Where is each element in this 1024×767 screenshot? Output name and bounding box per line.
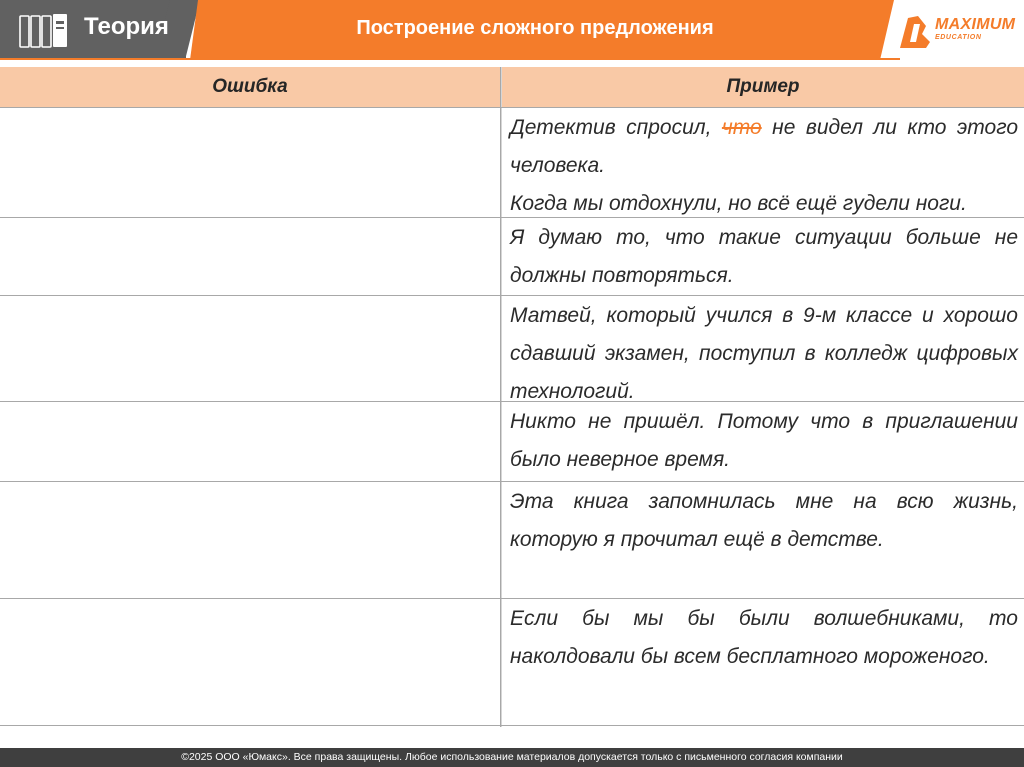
slide-title: Построение сложного предложения xyxy=(356,17,714,39)
footer xyxy=(0,744,1024,767)
logo-subtitle: EDUCATION xyxy=(935,34,982,41)
example-text: не видел ли кто этого человека. xyxy=(510,116,1018,177)
row-divider xyxy=(0,598,1024,599)
row-divider xyxy=(0,481,1024,482)
copyright-text: ©2025 ООО «Юмакс». Все права защищены. Любое использование материалов допускается только с письменного согласия компании xyxy=(181,751,843,763)
column-header-example: Пример xyxy=(726,76,800,97)
table-row-example: Если бы мы бы были волшебниками, то наколдовали бы всем бесплатного мороженого. xyxy=(510,607,1018,668)
table-row-example: Никто не пришёл. Потому что в приглашении было неверное время. xyxy=(510,410,1018,471)
logo-wordmark: MAXIMUM xyxy=(935,16,1016,33)
column-divider-shadow xyxy=(501,67,502,727)
row-divider xyxy=(0,107,1024,108)
struck-word: что xyxy=(721,116,762,139)
example-text: Детектив спросил, xyxy=(510,116,722,139)
slide-header xyxy=(0,0,1024,60)
row-divider xyxy=(0,295,1024,296)
section-label: Теория xyxy=(84,13,169,40)
row-divider xyxy=(0,725,1024,726)
table-row-example: Матвей, который учился в 9-м классе и хорошо сдавший экзамен, поступил в колледж цифровых технологий. xyxy=(510,304,1018,403)
table-row-example xyxy=(510,109,1018,223)
example-text: Когда мы отдохнули, но всё ещё гудели ноги. xyxy=(510,192,967,215)
books-icon xyxy=(18,11,70,49)
table-header xyxy=(0,67,1024,107)
table-row-example: Я думаю то, что такие ситуации больше не должны повторяться. xyxy=(510,226,1018,287)
table-row-example: Эта книга запомнилась мне на всю жизнь, которую я прочитал ещё в детстве. xyxy=(510,490,1018,551)
column-header-error: Ошибка xyxy=(212,76,288,97)
header-underline xyxy=(0,58,900,60)
